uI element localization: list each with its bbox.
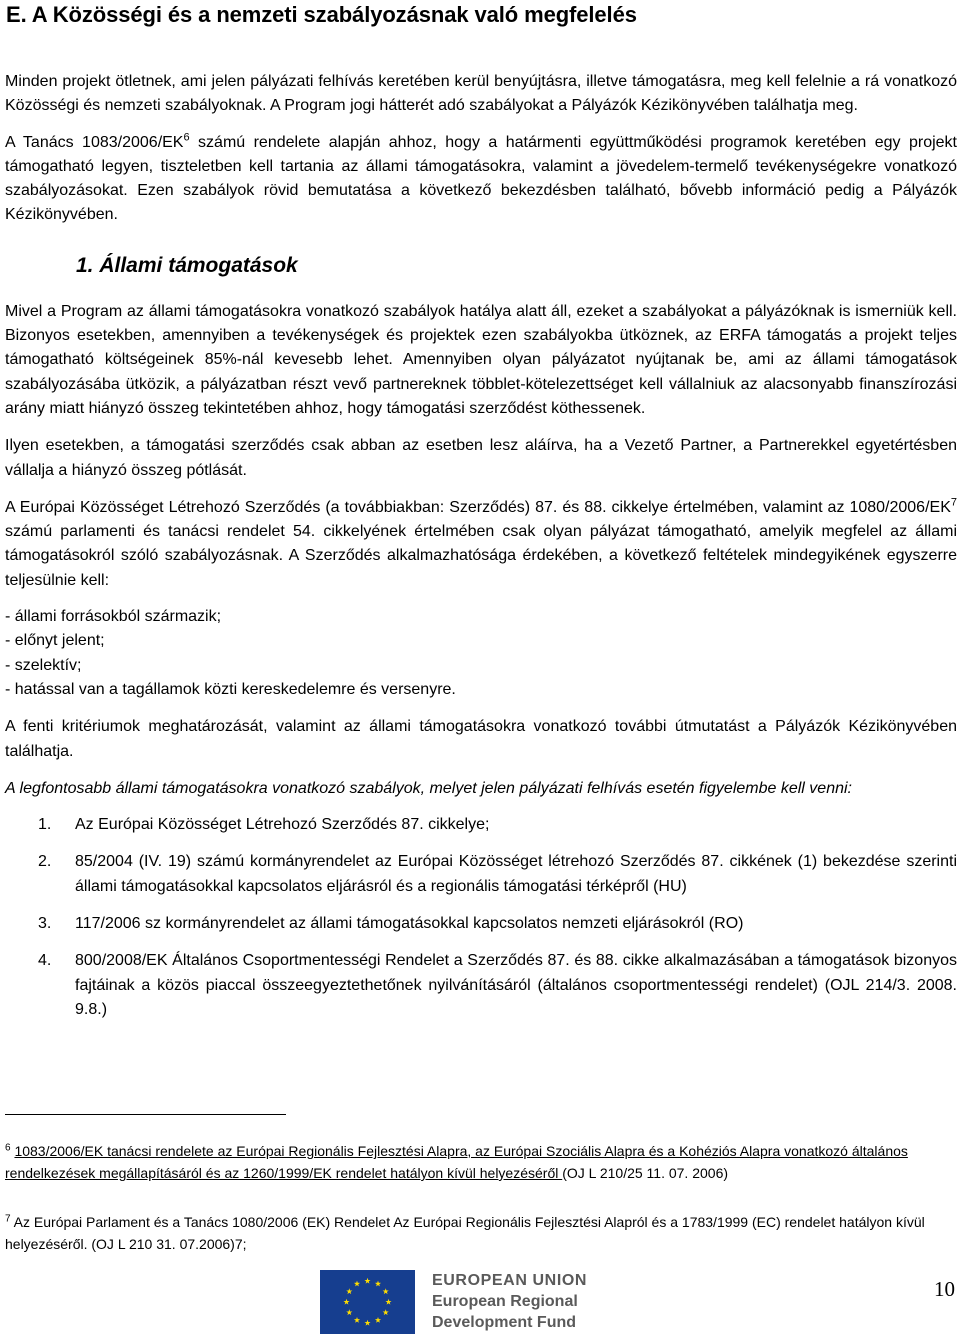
list-text: 85/2004 (IV. 19) számú kormányrendelet az Európai Közösséget létrehozó Szerződés 87. cikkének (1) bekezdése szerinti állami támogatásokkal kapcsolatos eljárásról és a regionális támogatási térképről (HU) (75, 853, 957, 895)
guidance-paragraph: A fenti kritériumok meghatározását, valamint az állami támogatásokra vonatkozó további útmutatást a Pályázók Kézikönyvében találhatja. (5, 718, 957, 760)
star-icon (364, 1320, 370, 1326)
star-icon (383, 1288, 389, 1294)
state-aid-paragraph: Mivel a Program az állami támogatásokra vonatkozó szabályok hatálya alatt áll, ezeket a szabályokat a pályázóknak is ismerniük kell. Bizonyos esetekben, amennyiben a tevékenységek és projektek ezen szabályokba ütköznek, az ERFA támogatás a projekt teljes támogatható költségeinek 85%-nál kevesebb lehet. Amennyiben olyan pályázatot nyújtanak be, ami az állami támogatások szabályozásába ütközik, a pályázatban részt vevő partnereknek többlet-kötelezettséget kell vállalniuk az alacsonyabb finanszírozási arány miatt hiányzó összeg tekintetében ahhoz, hogy támogatási szerződést köthessenek. (5, 302, 957, 417)
list-number: 1. (38, 816, 52, 834)
rules-list (5, 813, 957, 1022)
treaty-text-a: A Európai Közösséget Létrehozó Szerződés (a továbbiakban: Szerződés) 87. és 88. cikkelye értelmében, valamint az 1080/2006/EK (5, 498, 951, 516)
list-item: - állami forrásokból származik; (5, 608, 222, 626)
footnote-text: Az Európai Parlament és a Tanács 1080/2006 (EK) Rendelet Az Európai Regionális Fejlesztési Alapról és a 1783/1999 (EC) rendelet hatályon kívül helyezéséről. (OJ L 210 31. 07.2006)7; (5, 1214, 925, 1252)
list-item: - előnyt jelent; (5, 632, 105, 650)
page-number: 10 (934, 1277, 955, 1301)
footnote-reference: (OJ L 210/25 11. 07. 2006) (562, 1165, 729, 1181)
eu-flag-icon (320, 1270, 415, 1334)
star-icon (354, 1281, 360, 1287)
document-body (5, 70, 957, 1035)
section-title-state-aid: 1. Állami támogatások (76, 253, 298, 277)
page-title: E. A Közösségi és a nemzeti szabályozásnak való megfelelés (6, 2, 637, 27)
list-number: 2. (38, 853, 52, 871)
star-icon (375, 1281, 381, 1287)
list-text: 800/2008/EK Általános Csoportmentességi Rendelet a Szerződés 87. és 88. cikke alkalmazásában a támogatások bizonyos fajtáinak a közös piaccal összeegyeztethetőnek nyilvánításáról (általános csoportmentességi rendelet) (OJL 214/3. 2008. 9.8.) (75, 952, 957, 1018)
list-item (5, 912, 957, 936)
key-rules-intro: A legfontosabb állami támogatásokra vonatkozó szabályok, melyet jelen pályázati felhívás esetén figyelembe kell venni: (5, 779, 852, 797)
erdf-logo (320, 1268, 590, 1336)
footnote-number: 7 (5, 1213, 11, 1225)
footnote-number: 6 (5, 1142, 11, 1154)
star-icon (346, 1309, 352, 1315)
list-item (5, 949, 957, 1022)
council-regulation-paragraph (5, 131, 957, 228)
logo-line-1: EUROPEAN UNION (432, 1272, 588, 1289)
footnote-ref-6: 6 (183, 131, 190, 144)
star-icon (346, 1288, 352, 1294)
list-number: 3. (38, 915, 52, 933)
treaty-paragraph (5, 496, 957, 593)
logo-line-2: European Regional (432, 1293, 578, 1310)
criteria-list (5, 605, 957, 702)
footnote-separator (5, 1114, 286, 1115)
council-regulation-text-a: A Tanács 1083/2006/EK (5, 133, 184, 151)
list-text: Az Európai Közösséget Létrehozó Szerződés 87. cikkelye; (75, 816, 490, 834)
list-item: - szelektív; (5, 656, 82, 674)
star-icon (364, 1278, 370, 1284)
star-icon (343, 1299, 349, 1305)
list-text: 117/2006 sz kormányrendelet az állami támogatásokkal kapcsolatos nemzeti eljárásokról (RO) (75, 915, 744, 933)
star-icon (354, 1317, 360, 1323)
eu-stars (320, 1270, 415, 1334)
logo-text (432, 1271, 587, 1333)
footnote-7 (5, 1211, 947, 1255)
star-icon (383, 1309, 389, 1315)
footnote-link[interactable]: 1083/2006/EK tanácsi rendelete az Európai Regionális Fejlesztési Alapra, az Európai Szociális Alapra és a Kohéziós Alapra vonatkozó általános rendelkezések megállapításáról és az 1260/1999/EK rendelet hatályon kívül helyezéséről (5, 1143, 908, 1181)
list-item (5, 813, 957, 837)
contract-paragraph: Ilyen esetekben, a támogatási szerződés csak abban az esetben lesz aláírva, ha a Vezető Partner, a Partnerekkel egyetértésben vállalja a hiányzó összeg pótlását. (5, 437, 957, 479)
star-icon (375, 1317, 381, 1323)
list-number: 4. (38, 952, 52, 970)
treaty-text-b: számú parlamenti és tanácsi rendelet 54. cikkelyének értelmében csak olyan pályázat támogatható, amelyik megfelel az állami támogatásokról szóló szabályozásnak. A Szerződés alkalmazhatósága érdekében, a következő feltételek mindegyikének egyszerre teljesülnie kell: (5, 523, 957, 589)
footnote-ref-7: 7 (950, 496, 957, 509)
intro-paragraph: Minden projekt ötletnek, ami jelen pályázati felhívás keretében kerül benyújtásra, illetve támogatásra, meg kell felelnie a rá vonatkozó Közösségi és nemzeti szabályoknak. A Program jogi hátterét adó szabályokat a Pályázók Kézikönyvében találhatja meg. (5, 73, 957, 115)
list-item: - hatással van a tagállamok közti kereskedelemre és versenyre. (5, 680, 456, 698)
footnote-6 (5, 1140, 947, 1184)
list-item (5, 850, 957, 899)
star-icon (385, 1299, 391, 1305)
council-regulation-text-b: számú rendelete alapján ahhoz, hogy a határmenti együttműködési programok keretében egy projekt támogatható legyen, tiszteletben kell tartania az állami támogatásokra, valamint a jövedelem-termelő tevékenységekre vonatkozó szabályozásokat. Ezen szabályok rövid bemutatása a következő bekezdésben található, bővebb információ pedig a Pályázók Kézikönyvében. (5, 133, 957, 224)
logo-line-3: Development Fund (432, 1314, 577, 1331)
